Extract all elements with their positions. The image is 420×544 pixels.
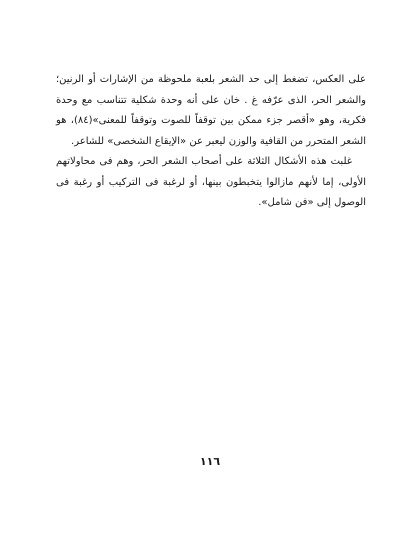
paragraph-2: غلبت هذه الأشكال الثلاثة على أصحاب الشعر الحر، وهم فى محاولاتهم الأولى، إما لأنهم مازالوا يتخبطون بينها، أو لرغبة فى التركيب أو رغبة فى الوصول إلى «فن شامل». xyxy=(56,156,366,208)
paragraph-1: على العكس، تضغط إلى حد الشعر بلعبة ملحوظة من الإشارات أو الرنين؛ والشعر الحر، الذى عرّفه غ . خان على أنه وحدة شكلية تتناسب مع وحدة فكرية، وهو «أقصر جزء ممكن بين توقفاً للصوت وتوقفاً للمعنى»(٨٤)، هو الشعر المتحرر من القافية والوزن ليعبر عن «الإيقاع الشخصى» للشاعر. xyxy=(56,74,367,147)
page-number: ١١٦ xyxy=(199,455,221,468)
body-text xyxy=(56,70,366,214)
